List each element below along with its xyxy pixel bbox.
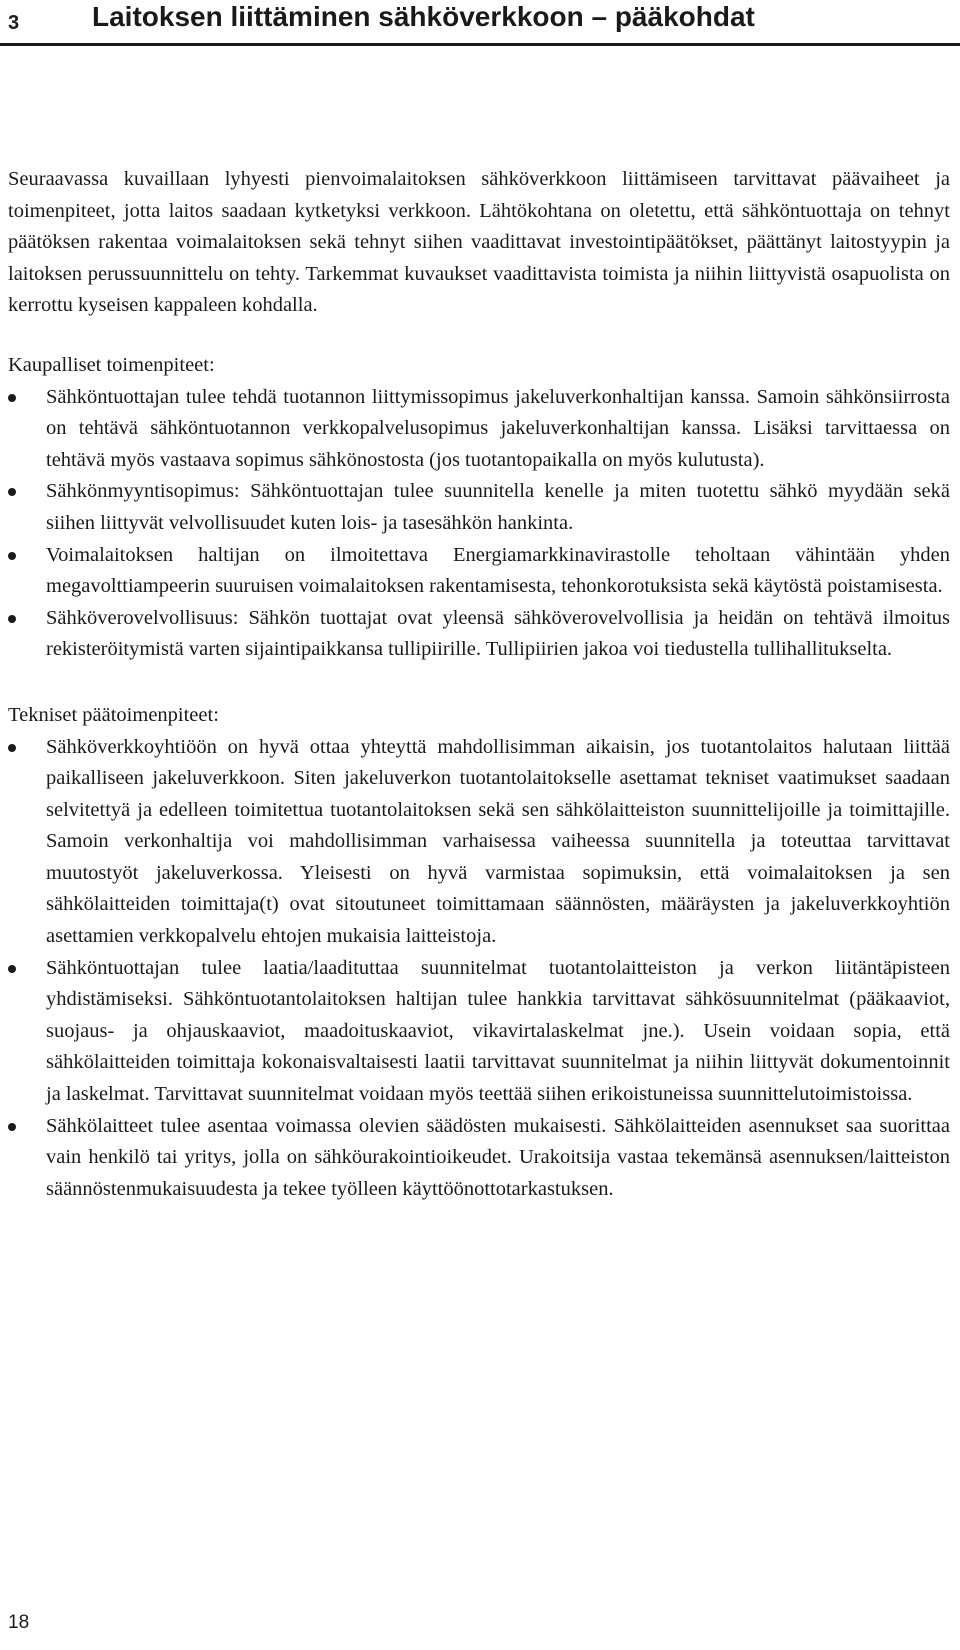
page-body	[8, 164, 950, 1205]
page-number: 18	[8, 1612, 30, 1633]
bullet-icon	[8, 488, 16, 496]
list-item	[8, 540, 950, 603]
commercial-section-label: Kaupalliset toimenpiteet:	[8, 353, 215, 376]
list-item-text: Sähköverkkoyhtiöön on hyvä ottaa yhteyttä mahdollisimman aikaisin, jos tuotantolaitos halutaan liittää paikalliseen jakeluverkkoon. Siten jakeluverkon tuotantolaitokselle asettamat tekniset vaatimukset saadaan selvitettyä ja edelleen toimitettua tuotantolaitoksen sekä sen sähkölaitteiston suunnittelijoille ja toimittajille. Samoin verkonhaltija voi mahdollisimman varhaisessa vaiheessa suunnitella ja toteuttaa tarvittavat muutostyöt jakeluverkossa. Yleisesti on hyvä varmistaa sopimuksin, että voimalaitoksen ja sen sähkölaitteiden toimittaja(t) ovat sitoutuneet toimittamaan säännösten, määräysten ja jakeluverkkoyhtiön asettamien verkkopalvelu ehtojen mukaisia laitteistoja.	[46, 735, 950, 948]
bullet-icon	[8, 615, 16, 623]
list-item-text: Sähköverovelvollisuus: Sähkön tuottajat ovat yleensä sähköverovelvollisia ja heidän on tehtävä ilmoitus rekisteröitymistä varten sijaintipaikkansa tullipiirille. Tullipiirien jakoa voi tiedustella tullihallitukselta.	[46, 606, 950, 661]
list-item	[8, 953, 950, 1111]
list-item	[8, 476, 950, 539]
intro-paragraph: Seuraavassa kuvaillaan lyhyesti pienvoimalaitoksen sähköverkkoon liittämiseen tarvittavat päävaiheet ja toimenpiteet, jotta laitos saadaan kytketyksi verkkoon. Lähtökohtana on oletettu, että sähköntuottaja on tehnyt päätöksen rakentaa voimalaitoksen sekä tehnyt siihen vaadittavat investointipäätökset, päättänyt laitostyypin ja laitoksen perussuunnittelu on tehty. Tarkemmat kuvaukset vaadittavista toimista ja niihin liittyvistä osapuolista on kerrottu kyseisen kappaleen kohdalla.	[8, 168, 950, 317]
chapter-title: Laitoksen liittäminen sähköverkkoon – pääkohdat	[92, 1, 755, 32]
technical-section-label: Tekniset päätoimenpiteet:	[8, 703, 219, 726]
list-item-text: Sähkönmyyntisopimus: Sähköntuottajan tulee suunnitella kenelle ja miten tuotettu sähkö myydään sekä siihen liittyvät velvollisuudet kuten lois- ja tasesähkön hankinta.	[46, 480, 950, 534]
bullet-icon	[8, 1123, 16, 1131]
list-item-text: Sähkölaitteet tulee asentaa voimassa olevien säädösten mukaisesti. Sähkölaitteiden asennukset saa suorittaa vain henkilö tai yritys, jolla on sähköurakointioikeudet. Urakoitsija vastaa tekemänsä asennuksen/laitteiston säännöstenmukaisuudesta ja tekee työlleen käyttöönottotarkastuksen.	[46, 1114, 950, 1200]
list-item-text: Voimalaitoksen haltijan on ilmoitettava Energiamarkkinavirastolle teholtaan vähintään yhden megavolttiampeerin suuruisen voimalaitoksen rakentamisesta, tehonkorotuksista sekä käytöstä poistamisesta.	[46, 543, 950, 598]
bullet-icon	[8, 965, 16, 973]
bullet-icon	[8, 552, 16, 560]
chapter-number: 3	[8, 12, 20, 34]
commercial-list	[8, 382, 950, 666]
list-item	[8, 382, 950, 477]
list-item	[8, 1111, 950, 1206]
list-item	[8, 732, 950, 953]
list-item-text: Sähköntuottajan tulee tehdä tuotannon liittymissopimus jakeluverkonhaltijan kanssa. Samoin sähkönsiirrosta on tehtävä sähköntuotannon verkkopalvelusopimus jakeluverkonhaltijan kanssa. Lisäksi tarvittaessa on tehtävä myös vastaava sopimus sähkönostosta (jos tuotantopaikalla on myös kulutusta).	[46, 385, 950, 471]
list-item-text: Sähköntuottajan tulee laatia/laadituttaa suunnitelmat tuotantolaitteiston ja verkon liitäntäpisteen yhdistämiseksi. Sähköntuotantolaitoksen haltijan tulee hankkia tarvittavat sähkösuunnitelmat (pääkaaviot, suojaus- ja ohjauskaaviot, maadoituskaaviot, vikavirtalaskelmat jne.). Usein voidaan sopia, että sähkölaitteiden toimittaja kokonaisvaltaisesti laatii tarvittavat suunnitelmat ja niihin liittyvät dokumentoinnit ja laskelmat. Tarvittavat suunnitelmat voidaan myös teettää siihen erikoistuneissa suunnittelutoimistoissa.	[46, 956, 950, 1106]
bullet-icon	[8, 394, 16, 402]
technical-list	[8, 732, 950, 1206]
list-item	[8, 603, 950, 666]
chapter-heading	[0, 0, 960, 46]
bullet-icon	[8, 744, 16, 752]
